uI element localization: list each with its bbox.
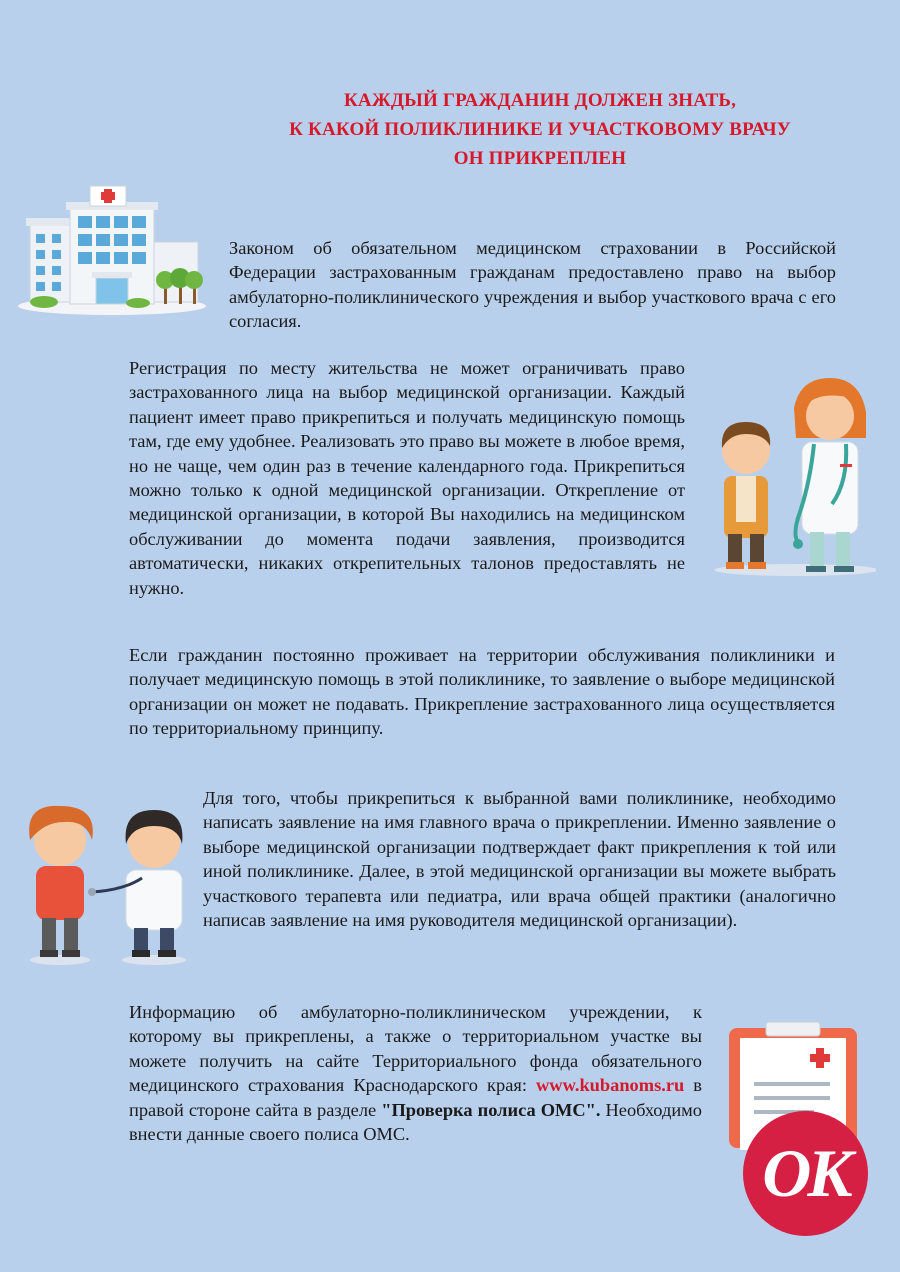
kubanoms-link[interactable]: www.kubanoms.ru bbox=[536, 1075, 685, 1096]
info-text-part1: Информацию об амбулаторно-поликлиническом учреждении, к которому вы прикреплены, а также о территориальном участке вы можете получить на сайте Территориального фонда обязательного медицинского страхования Краснодарского края: bbox=[129, 1002, 702, 1096]
paragraph-information bbox=[129, 1000, 702, 1146]
title-line-2: К КАКОЙ ПОЛИКЛИНИКЕ И УЧАСТКОВОМУ ВРАЧУ bbox=[289, 119, 791, 140]
paragraph-rights: Законом об обязательном медицинском страховании в Российской Федерации застрахованным гражданам предоставлено право на выбор амбулаторно-поликлинического учреждения и выбор участкового врача с его согласия. bbox=[229, 238, 836, 332]
ok-logo: OK bbox=[743, 1111, 868, 1236]
doctor-with-child-illustration bbox=[706, 372, 876, 578]
hospital-icon bbox=[14, 182, 206, 318]
paragraph-registration: Регистрация по месту жительства не может ограничивать право застрахованного лица на выбор медицинской организации. Каждый пациент имеет право прикрепиться и получать медицинскую помощь там, где ему удобнее. Реализовать это право вы можете в любое время, но не чаще, чем один раз в течение календарного года. Прикрепиться можно только к одной медицинской организации. Открепление от медицинской организации, в которой Вы находились на медицинском обслуживании до момента подачи заявления, производится автоматически, никаких открепительных талонов предоставлять не нужно. bbox=[129, 358, 685, 598]
info-text-part3: Необходимо внести данные своего полиса ОМС. bbox=[129, 1099, 703, 1145]
policy-check-section: "Проверка полиса ОМС". bbox=[381, 1099, 601, 1120]
title-line-1: КАЖДЫЙ ГРАЖДАНИН ДОЛЖЕН ЗНАТЬ, bbox=[343, 90, 737, 111]
paragraph-territorial: Если гражданин постоянно проживает на территории обслуживания поликлиники и получает медицинскую помощь в этой поликлинике, то заявление о выборе медицинской организации он может не подавать. Прикрепление застрахованного лица осуществляется по территориальному принципу. bbox=[129, 645, 835, 739]
info-text-part2: в правой стороне сайта в разделе bbox=[129, 1075, 702, 1120]
doctor-examining-child-illustration bbox=[14, 800, 194, 970]
title-line-3: ОН ПРИКРЕПЛЕН bbox=[453, 148, 627, 169]
page-title bbox=[190, 86, 890, 173]
paragraph-application: Для того, чтобы прикрепиться к выбранной вами поликлинике, необходимо написать заявление на имя главного врача о прикреплении. Именно заявление о выборе медицинской организации подтверждает факт прикрепления к той или иной поликлинике. Далее, в этой медицинской организации вы можете выбрать участкового терапевта или педиатра, или врача общей практики (аналогично написав заявление на имя руководителя медицинской организации). bbox=[203, 788, 836, 931]
